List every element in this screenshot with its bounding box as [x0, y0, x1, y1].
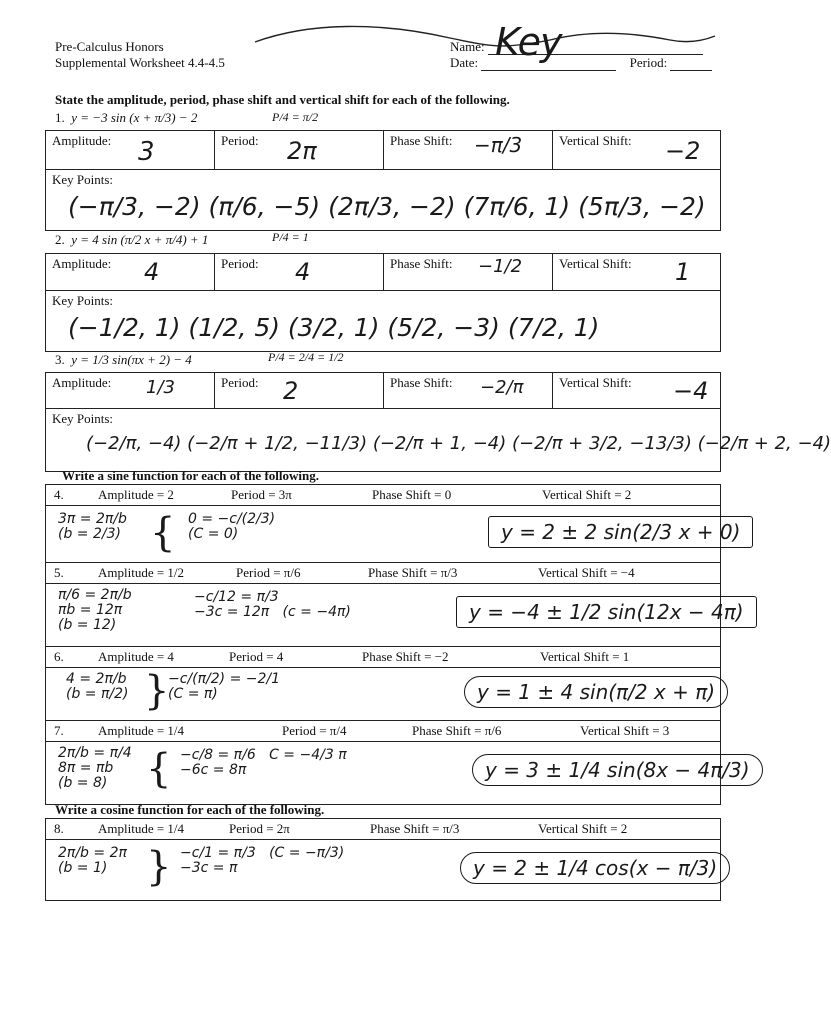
problem-1-statement [55, 110, 197, 126]
p7-answer: y = 3 ± 1/4 sin(8x − 4π/3) [472, 754, 763, 786]
p7-header: 7. Amplitude = 1/4 Period = π/4 Phase Shift = π/6 Vertical Shift = 3 [46, 721, 720, 742]
p4-header: 4. Amplitude = 2 Period = 3π Phase Shift = 0 Vertical Shift = 2 [46, 485, 720, 506]
problem-3-note: P/4 = 2/4 = 1/2 [268, 350, 344, 364]
p2-keypoints-value: (−1/2, 1) (1/2, 5) (3/2, 1) (5/2, −3) (7/2, 1) [68, 313, 600, 342]
p4-brace: { [150, 510, 176, 556]
p1-phase-cell: Phase Shift: −π/3 [384, 131, 553, 169]
p8-phase: Phase Shift = π/3 [370, 821, 460, 836]
problem-2-equation: y = 4 sin (π/2 x + π/4) + 1 [71, 232, 209, 247]
p1-keypoints-label: Key Points: [52, 172, 114, 187]
p7-work-b: 2π/b = π/4 8π = πb (b = 8) [58, 745, 132, 791]
problem-2-table [45, 253, 721, 352]
p2-amplitude-value: 4 [144, 258, 160, 286]
cosine-function-table [45, 818, 721, 901]
problem-3-statement [55, 352, 192, 368]
p7-work-c: −c/8 = π/6 C = −4/3 π −6c = 8π [180, 747, 347, 778]
p2-period-value: 4 [295, 258, 311, 286]
p8-period: Period = 2π [229, 821, 290, 836]
p5-vertical: Vertical Shift = −4 [538, 565, 635, 580]
p8-vertical: Vertical Shift = 2 [538, 821, 628, 836]
p6-brace: } [144, 668, 170, 714]
p3-amplitude-cell: Amplitude: 1/3 [46, 373, 215, 408]
p2-amplitude-cell: Amplitude: 4 [46, 254, 215, 290]
p1-period-value: 2π [287, 137, 317, 165]
p6-work-row [46, 668, 720, 721]
p3-period-cell: Period: 2 [215, 373, 384, 408]
p6-header: 6. Amplitude = 4 Period = 4 Phase Shift = −2 Vertical Shift = 1 [46, 647, 720, 668]
name-label: Name: [450, 39, 485, 54]
problem-3-table [45, 372, 831, 472]
problem-1-number: 1. [55, 110, 65, 125]
p1-amplitude-cell: Amplitude: 3 [46, 131, 215, 169]
p1-keypoints-value: (−π/3, −2) (π/6, −5) (2π/3, −2) (7π/6, 1) (5π/3, −2) [68, 192, 706, 221]
section2-instruction: Write a sine function for each of the following. [62, 468, 319, 483]
p2-period-cell: Period: 4 [215, 254, 384, 290]
course-info [55, 39, 225, 71]
period-line [670, 56, 712, 71]
p2-phase-value: −1/2 [478, 256, 523, 277]
p5-work-c: −c/12 = π/3 −3c = 12π (c = −4π) [194, 589, 351, 620]
p8-header: 8. Amplitude = 1/4 Period = 2π Phase Shift = π/3 Vertical Shift = 2 [46, 819, 720, 840]
problem-2-note: P/4 = 1 [272, 230, 309, 244]
section1-instruction: State the amplitude, period, phase shift and vertical shift for each of the following. [55, 92, 510, 107]
p3-phase-cell: Phase Shift: −2/π [384, 373, 553, 408]
p1-vertical-value: −2 [665, 137, 701, 165]
p2-phase-cell: Phase Shift: −1/2 [384, 254, 553, 290]
problem-2-number: 2. [55, 232, 65, 247]
p5-work-b: π/6 = 2π/b πb = 12π (b = 12) [58, 587, 132, 633]
p3-amplitude-value: 1/3 [146, 377, 175, 398]
p8-amplitude: Amplitude = 1/4 [98, 821, 185, 836]
p5-phase: Phase Shift = π/3 [368, 565, 458, 580]
p4-vertical: Vertical Shift = 2 [542, 487, 632, 502]
p7-phase: Phase Shift = π/6 [412, 723, 502, 738]
p8-brace: } [146, 844, 172, 890]
p6-phase: Phase Shift = −2 [362, 649, 449, 664]
p8-work-row [46, 840, 720, 900]
p2-vertical-cell: Vertical Shift: 1 [559, 256, 691, 286]
section3-instruction: Write a cosine function for each of the following. [55, 802, 325, 817]
p3-vertical-value: −4 [673, 377, 709, 405]
p4-answer: y = 2 ± 2 sin(2/3 x + 0) [488, 516, 753, 548]
problem-3-number: 3. [55, 352, 65, 367]
p4-work-row [46, 506, 741, 563]
p3-keypoints-value: (−2/π, −4) (−2/π + 1/2, −11/3) (−2/π + 1, −4) (−2/π + 3/2, −13/3) (−2/π + 2, −4) [86, 433, 831, 454]
p3-phase-value: −2/π [480, 377, 524, 398]
p7-vertical: Vertical Shift = 3 [580, 723, 670, 738]
p3-keypoints-cell [46, 409, 831, 471]
problem-1-table [45, 130, 721, 231]
p5-header: 5. Amplitude = 1/2 Period = π/6 Phase Shift = π/3 Vertical Shift = −4 [46, 563, 720, 584]
p6-work-c: −c/(π/2) = −2/1 (C = π) [168, 671, 281, 702]
name-handwritten: Key [495, 20, 562, 64]
p1-period-cell: Period: 2π [215, 131, 384, 169]
course-title: Pre-Calculus Honors [55, 39, 164, 54]
p6-period: Period = 4 [229, 649, 284, 664]
p6-amplitude: Amplitude = 4 [98, 649, 174, 664]
p7-work-row [46, 742, 750, 804]
p5-work-row [46, 584, 744, 647]
problem-1-note: P/4 = π/2 [272, 110, 319, 124]
p7-period: Period = π/4 [282, 723, 347, 738]
p1-keypoints-cell [46, 170, 720, 230]
p2-keypoints-cell [46, 291, 720, 351]
p1-phase-value: −π/3 [474, 133, 523, 157]
p5-answer: y = −4 ± 1/2 sin(12x − 4π) [456, 596, 757, 628]
p1-vertical-cell: Vertical Shift: −2 [559, 133, 701, 165]
name-date-block [450, 39, 712, 71]
period-label: Period: [629, 55, 668, 70]
p2-vertical-value: 1 [675, 258, 691, 286]
p6-vertical: Vertical Shift = 1 [540, 649, 630, 664]
p4-period: Period = 3π [231, 487, 292, 502]
p5-period: Period = π/6 [236, 565, 301, 580]
p3-vertical-cell: Vertical Shift: −4 [559, 375, 709, 405]
p7-brace: { [146, 746, 172, 792]
p3-keypoints-label: Key Points: [52, 411, 114, 426]
p4-phase: Phase Shift = 0 [372, 487, 452, 502]
p3-period-value: 2 [283, 377, 299, 405]
p8-work-b: 2π/b = 2π (b = 1) [58, 845, 127, 876]
p8-answer: y = 2 ± 1/4 cos(x − π/3) [460, 852, 730, 884]
date-label: Date: [450, 55, 479, 70]
p7-amplitude: Amplitude = 1/4 [98, 723, 185, 738]
p8-work-c: −c/1 = π/3 (C = −π/3) −3c = π [180, 845, 345, 876]
problem-2-statement [55, 232, 208, 248]
problem-1-equation: y = −3 sin (x + π/3) − 2 [71, 110, 198, 125]
p6-work-b: 4 = 2π/b (b = π/2) [66, 671, 129, 702]
p4-work-c: 0 = −c/(2/3) (C = 0) [188, 511, 276, 542]
p4-amplitude: Amplitude = 2 [98, 487, 174, 502]
p4-work-b: 3π = 2π/b (b = 2/3) [58, 511, 127, 542]
p5-amplitude: Amplitude = 1/2 [98, 565, 185, 580]
sine-function-table [45, 484, 750, 805]
p6-answer: y = 1 ± 4 sin(π/2 x + π) [464, 676, 728, 708]
p1-amplitude-value: 3 [138, 137, 155, 167]
worksheet-title: Supplemental Worksheet 4.4-4.5 [55, 55, 225, 70]
p2-keypoints-label: Key Points: [52, 293, 114, 308]
problem-3-equation: y = 1/3 sin(πx + 2) − 4 [71, 352, 192, 367]
